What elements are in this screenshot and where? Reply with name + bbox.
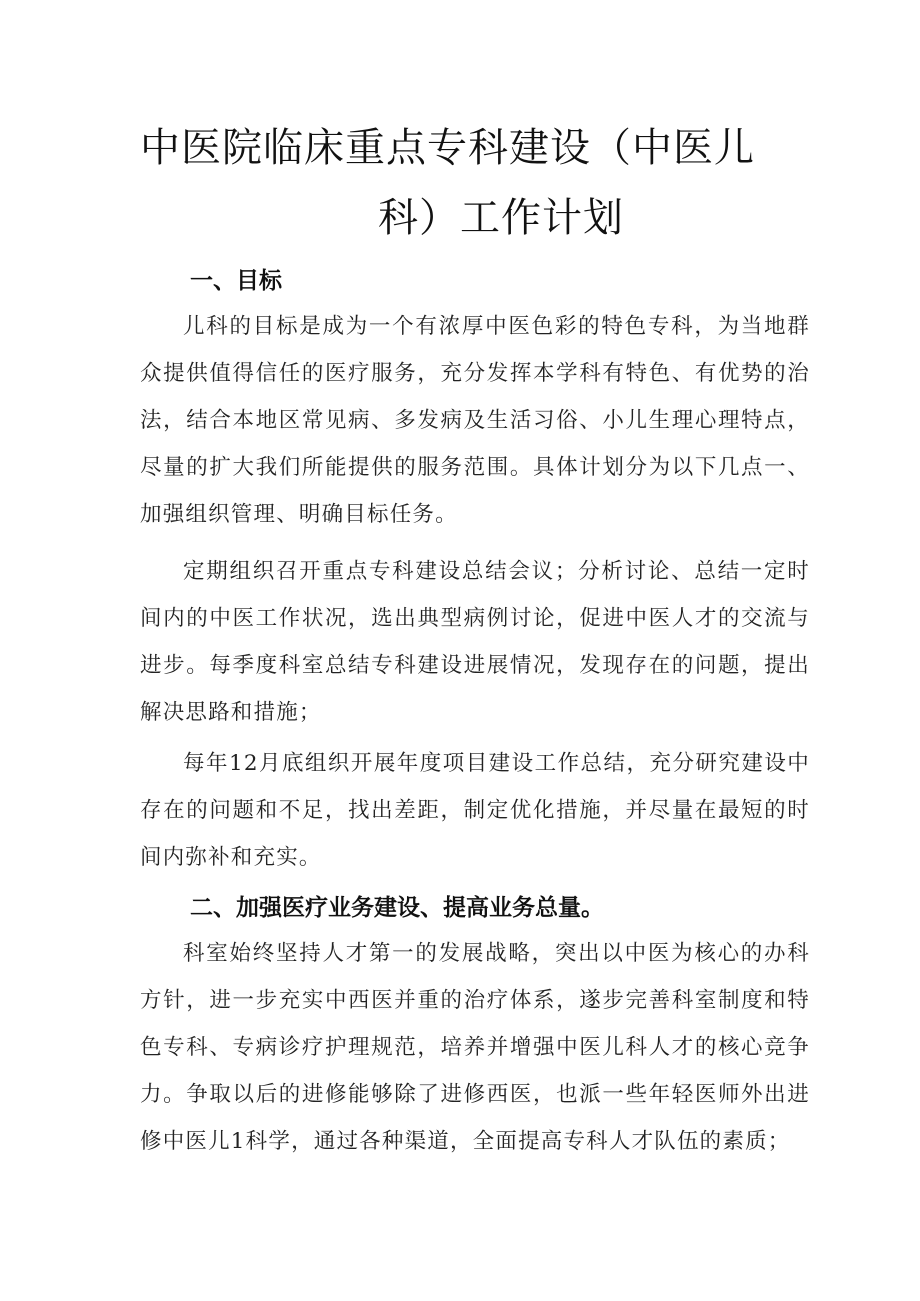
section-heading-business: 二、加强医疗业务建设、提高业务总量。: [190, 895, 604, 921]
document-title-line-2: 科）工作计划: [378, 195, 624, 241]
section-heading-goals: 一、目标: [190, 268, 282, 294]
paragraph-meetings: 定期组织召开重点专科建设总结会议；分析讨论、总结一定时间内的中医工作状况，选出典型病例讨论，促进中医人才的交流与进步。每季度科室总结专科建设进展情况，发现存在的问题，提出解决思路和措施；: [140, 559, 810, 725]
document-title-line-1: 中医院临床重点专科建设（中医儿: [140, 125, 755, 171]
paragraph-goals: 儿科的目标是成为一个有浓厚中医色彩的特色专科，为当地群众提供值得信任的医疗服务，充分发挥本学科有特色、有优势的治法，结合本地区常见病、多发病及生活习俗、小儿生理心理特点，尽量的扩大我们所能提供的服务范围。具体计划分为以下几点一、加强组织管理、明确目标任务。: [140, 314, 810, 527]
paragraph-annual-summary: 每年12月底组织开展年度项目建设工作总结，充分研究建设中存在的问题和不足，找出差距，制定优化措施，并尽量在最短的时间内弥补和充实。: [140, 751, 810, 870]
paragraph-talent: 科室始终坚持人才第一的发展战略，突出以中医为核心的办科方针，进一步充实中西医并重的治疗体系，遂步完善科室制度和特色专科、专病诊疗护理规范，培养并增强中医儿科人才的核心竞争力。争取以后的进修能够除了进修西医，也派一些年轻医师外出进修中医儿1科学，通过各种渠道，全面提高专科人才队伍的素质；: [140, 941, 810, 1154]
